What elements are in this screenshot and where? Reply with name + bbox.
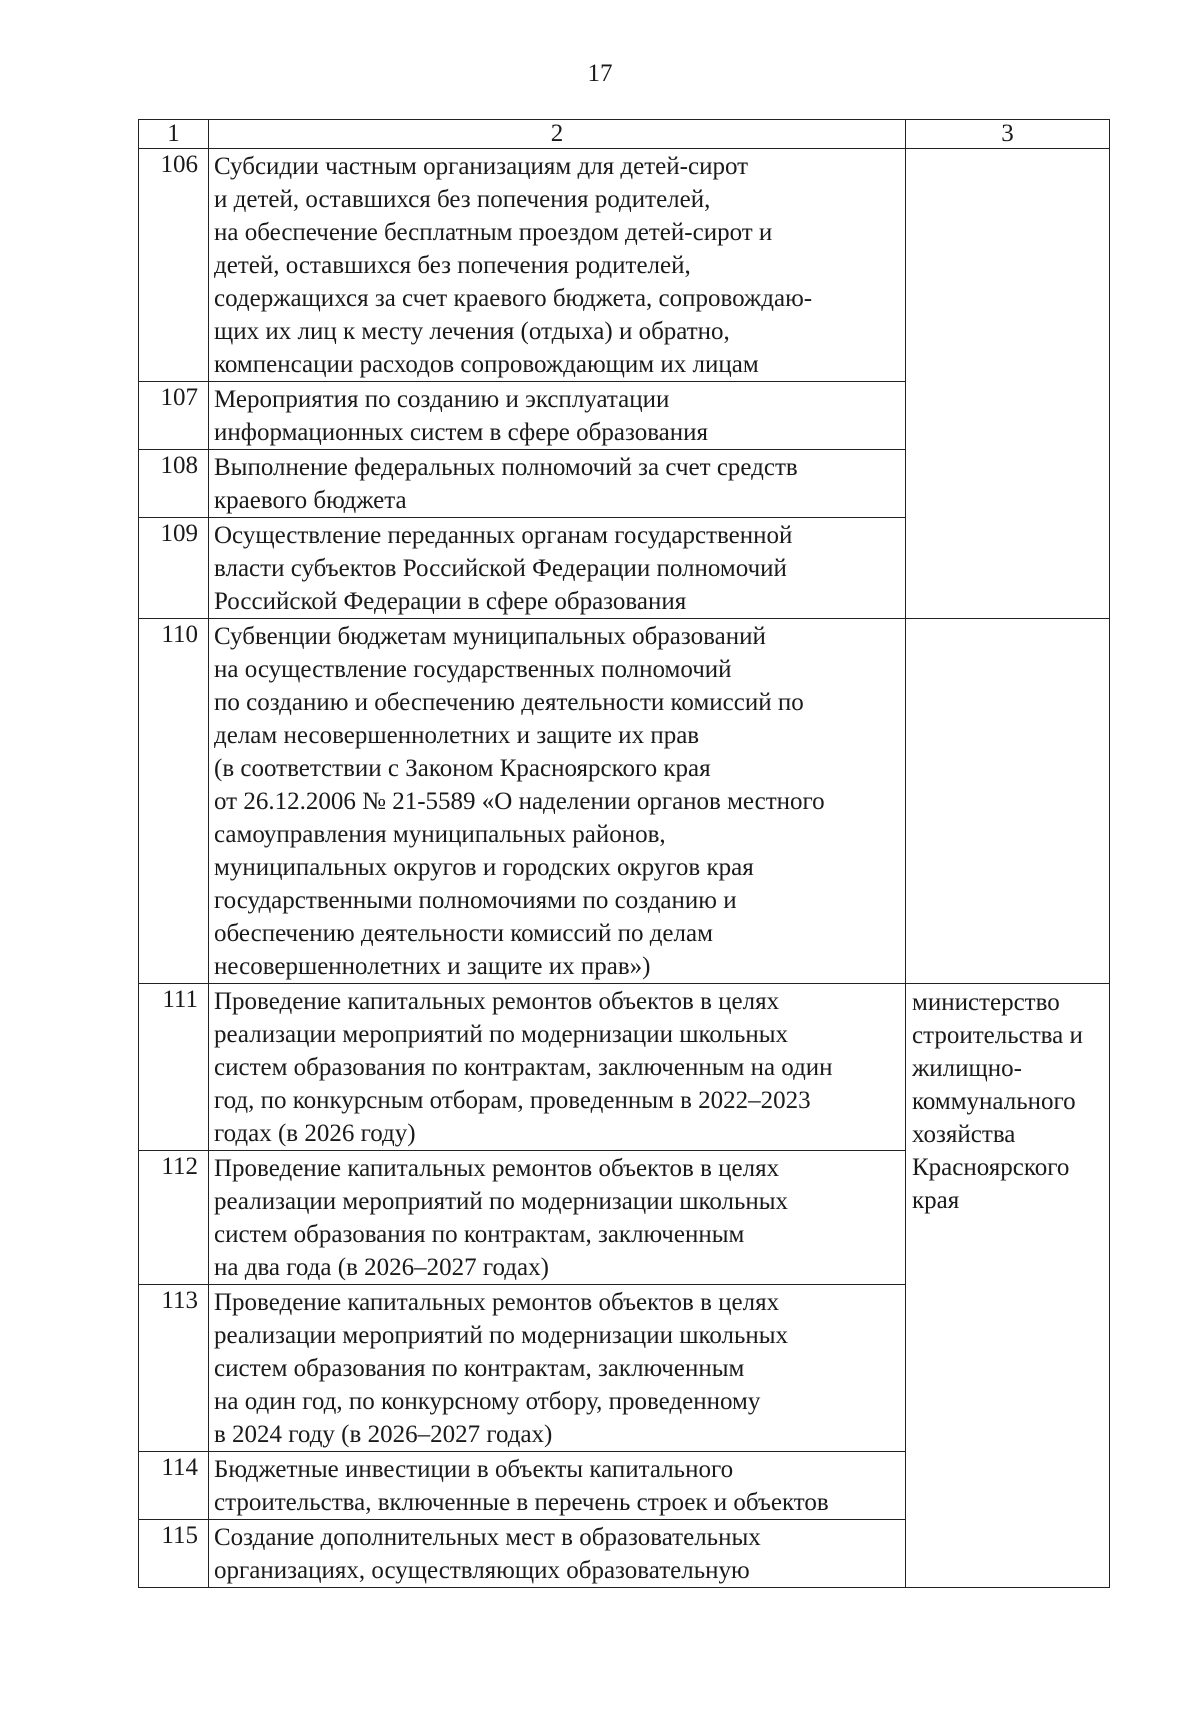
text-line: краевого бюджета xyxy=(214,487,407,514)
responsible-cell-empty xyxy=(906,619,1110,984)
text-line: строительства, включенные в перечень строек и объектов xyxy=(214,1489,829,1516)
text-line: и детей, оставшихся без попечения родителей, xyxy=(214,186,711,213)
page-number: 17 xyxy=(587,60,613,87)
table-row xyxy=(139,619,1110,984)
responsible-cell-empty xyxy=(906,149,1110,619)
text-line: систем образования по контрактам, заключенным xyxy=(214,1221,745,1248)
text-line: обеспечению деятельности комиссий по делам xyxy=(214,920,713,947)
text-line: Осуществление переданных органам государственной xyxy=(214,522,793,549)
text-line: компенсации расходов сопровождающим их лицам xyxy=(214,351,759,378)
text-line: жилищно- xyxy=(912,1055,1022,1082)
text-line: информационных систем в сфере образования xyxy=(214,419,709,446)
text-line: на один год, по конкурсному отбору, проведенному xyxy=(214,1388,761,1415)
text-line: содержащихся за счет краевого бюджета, сопровождаю- xyxy=(214,285,813,312)
column-header-2: 2 xyxy=(209,120,906,149)
row-number: 108 xyxy=(139,450,209,518)
text-line: Мероприятия по созданию и эксплуатации xyxy=(214,386,670,413)
text-line: детей, оставшихся без попечения родителей, xyxy=(214,252,691,279)
text-line: Создание дополнительных мест в образовательных xyxy=(214,1524,761,1551)
row-description xyxy=(209,1520,906,1588)
row-description xyxy=(209,984,906,1151)
row-number: 115 xyxy=(139,1520,209,1588)
text-line: систем образования по контрактам, заключенным xyxy=(214,1355,745,1382)
text-line: Субсидии частным организациям для детей-сирот xyxy=(214,153,749,180)
text-line: государственными полномочиями по созданию и xyxy=(214,887,737,914)
row-number: 107 xyxy=(139,382,209,450)
row-number: 106 xyxy=(139,149,209,382)
text-line: на два года (в 2026–2027 годах) xyxy=(214,1254,549,1281)
text-line: муниципальных округов и городских округов края xyxy=(214,854,754,881)
text-line: несовершеннолетних и защите их прав») xyxy=(214,953,651,980)
text-line: год, по конкурсным отборам, проведенным в 2022–2023 xyxy=(214,1087,811,1114)
column-header-1: 1 xyxy=(139,120,209,149)
text-line: делам несовершеннолетних и защите их прав xyxy=(214,722,700,749)
text-line: в 2024 году (в 2026–2027 годах) xyxy=(214,1421,553,1448)
text-line: Проведение капитальных ремонтов объектов в целях xyxy=(214,988,780,1015)
text-line: коммунального xyxy=(912,1088,1076,1115)
row-description xyxy=(209,518,906,619)
text-line: власти субъектов Российской Федерации полномочий xyxy=(214,555,787,582)
text-line: Проведение капитальных ремонтов объектов в целях xyxy=(214,1289,780,1316)
row-description xyxy=(209,619,906,984)
budget-items-table xyxy=(138,119,1110,1588)
row-description xyxy=(209,149,906,382)
text-line: Красноярского xyxy=(912,1154,1070,1181)
text-line: систем образования по контрактам, заключенным на один xyxy=(214,1054,833,1081)
text-line: строительства и xyxy=(912,1022,1083,1049)
text-line: края xyxy=(912,1187,960,1214)
text-line: министерство xyxy=(912,989,1060,1016)
text-line: реализации мероприятий по модернизации школьных xyxy=(214,1021,789,1048)
row-number: 114 xyxy=(139,1452,209,1520)
text-line: на осуществление государственных полномочий xyxy=(214,656,732,683)
row-description xyxy=(209,450,906,518)
text-line: на обеспечение бесплатным проездом детей-сирот и xyxy=(214,219,773,246)
row-number: 113 xyxy=(139,1285,209,1452)
text-line: по созданию и обеспечению деятельности комиссий по xyxy=(214,689,804,716)
row-description xyxy=(209,1452,906,1520)
text-line: Субвенции бюджетам муниципальных образований xyxy=(214,623,766,650)
text-line: Бюджетные инвестиции в объекты капитального xyxy=(214,1456,734,1483)
row-description xyxy=(209,1285,906,1452)
text-line: (в соответствии с Законом Красноярского края xyxy=(214,755,711,782)
text-line: щих их лиц к месту лечения (отдыха) и обратно, xyxy=(214,318,730,345)
text-line: Выполнение федеральных полномочий за счет средств xyxy=(214,454,798,481)
table-row xyxy=(139,149,1110,382)
text-line: годах (в 2026 году) xyxy=(214,1120,416,1147)
column-header-3: 3 xyxy=(906,120,1110,149)
text-line: Российской Федерации в сфере образования xyxy=(214,588,687,615)
responsible-ministry xyxy=(906,984,1110,1588)
row-description xyxy=(209,1151,906,1285)
text-line: реализации мероприятий по модернизации школьных xyxy=(214,1188,789,1215)
text-line: самоуправления муниципальных районов, xyxy=(214,821,666,848)
text-line: хозяйства xyxy=(912,1121,1016,1148)
text-line: организациях, осуществляющих образовательную xyxy=(214,1557,750,1584)
row-number: 110 xyxy=(139,619,209,984)
row-number: 111 xyxy=(139,984,209,1151)
text-line: реализации мероприятий по модернизации школьных xyxy=(214,1322,789,1349)
row-number: 109 xyxy=(139,518,209,619)
text-line: от 26.12.2006 № 21-5589 «О наделении органов местного xyxy=(214,788,825,815)
row-number: 112 xyxy=(139,1151,209,1285)
table-header-row xyxy=(139,120,1110,149)
row-description xyxy=(209,382,906,450)
table-row xyxy=(139,984,1110,1151)
text-line: Проведение капитальных ремонтов объектов в целях xyxy=(214,1155,780,1182)
